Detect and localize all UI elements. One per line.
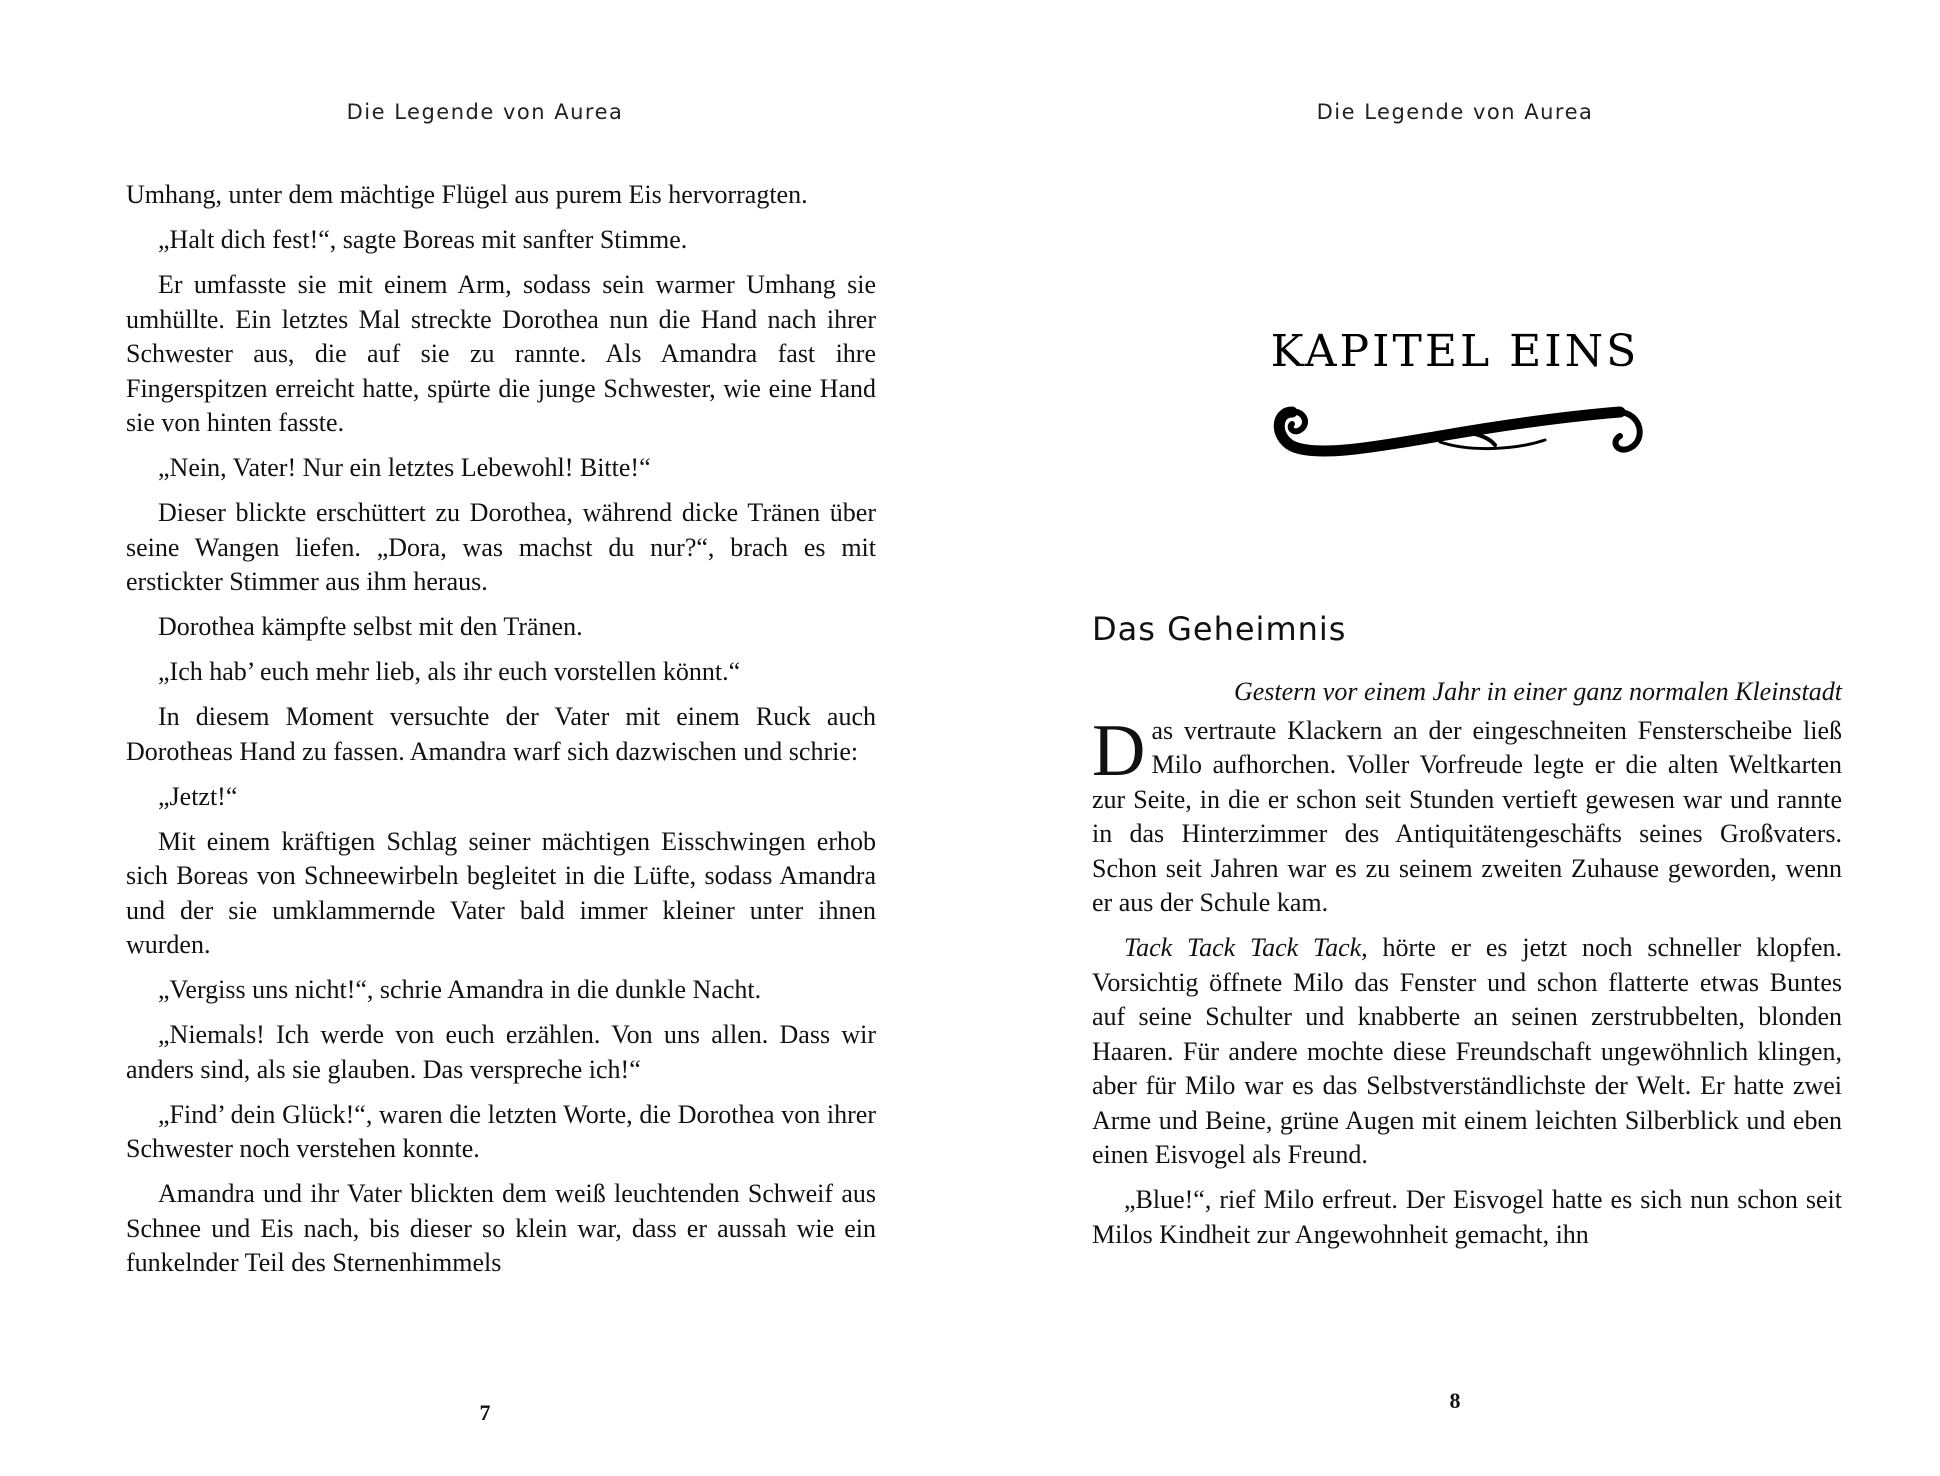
paragraph <box>1092 709 1842 921</box>
section-title: Das Geheimnis <box>1092 610 1347 648</box>
paragraph-text: hörte er es jetzt noch schneller klopfen. Vorsichtig öffnete Milo das Fenster und schon flatterte etwas Buntes auf seine Schulter und knabberte an seinen zerstrubbelten, blonden Haaren. Für andere mochte diese Freundschaft ungewöhnlich klingen, aber für Milo war es das Selbstverständlichste der Welt. Er hatte zwei Arme und Beine, grüne Augen mit einem leichten Silberblick und eben einen Eisvogel als Freund. <box>1092 933 1842 1169</box>
drop-cap: D <box>1092 709 1146 792</box>
paragraph: „Niemals! Ich werde von euch erzählen. Von uns allen. Dass wir anders sind, als sie glauben. Das verspreche ich!“ <box>126 1020 876 1084</box>
running-head: Die Legende von Aurea <box>346 100 624 124</box>
page-number: 7 <box>479 1400 491 1425</box>
paragraph: „Halt dich fest!“, sagte Boreas mit sanfter Stimme. <box>158 225 688 254</box>
paragraph: „Ich hab’ euch mehr lieb, als ihr euch vorstellen könnt.“ <box>158 657 741 686</box>
paragraph: „Blue!“, rief Milo erfreut. Der Eisvogel hatte es sich nun schon seit Milos Kindheit zur Angewohnheit gemacht, ihn <box>1092 1185 1842 1249</box>
left-body-text <box>126 178 876 1291</box>
paragraph: Dieser blickte erschüttert zu Dorothea, während dicke Tränen über seine Wangen liefen. „Dora, was machst du nur?“, brach es mit erstickter Stimmer aus ihm heraus. <box>126 498 876 596</box>
chapter-subtitle: Gestern vor einem Jahr in einer ganz normalen Kleinstadt <box>1233 677 1842 706</box>
page-number: 8 <box>1449 1388 1461 1413</box>
paragraph-text: as vertraute Klackern an der eingeschneiten Fensterscheibe ließ Milo aufhorchen. Voller Vorfreude legte er die alten Weltkarten zur Seite, in die er schon seit Stunden vertieft gewesen war und rannte in das Hinterzimmer des Antiquitätengeschäfts seines Großvaters. Schon seit Jahren war es zu seinem zweiten Zuhause geworden, wenn er aus der Schule kam. <box>1092 715 1842 917</box>
right-page <box>970 0 1940 1476</box>
paragraph: Er umfasste sie mit einem Arm, sodass sein warmer Umhang sie umhüllte. Ein letztes Mal streckte Dorothea nun die Hand nach ihrer Schwester aus, die auf sie zu rannte. Als Amandra fast ihre Fingerspitzen erreicht hatte, spürte die junge Schwester, wie eine Hand sie von hinten fasste. <box>126 270 876 437</box>
right-body-text <box>1092 675 1842 1263</box>
paragraph: „Nein, Vater! Nur ein letztes Lebewohl! Bitte!“ <box>158 453 651 482</box>
paragraph: Dorothea kämpfte selbst mit den Tränen. <box>158 612 583 641</box>
paragraph <box>1092 931 1842 1173</box>
paragraph: „Jetzt!“ <box>158 781 238 811</box>
running-head: Die Legende von Aurea <box>1316 100 1594 124</box>
chapter-title: KAPITEL EINS <box>1270 326 1640 377</box>
paragraph: „Find’ dein Glück!“, waren die letzten Worte, die Dorothea von ihrer Schwester noch verstehen konnte. <box>126 1099 876 1163</box>
paragraph: „Vergiss uns nicht!“, schrie Amandra in die dunkle Nacht. <box>158 975 762 1004</box>
paragraph: In diesem Moment versuchte der Vater mit einem Ruck auch Dorotheas Hand zu fassen. Amandra warf sich dazwischen und schrie: <box>126 702 876 766</box>
italic-onomatopoeia: Tack Tack Tack Tack, <box>1124 933 1368 962</box>
paragraph: Amandra und ihr Vater blickten dem weiß leuchtenden Schweif aus Schnee und Eis nach, bis dieser so klein war, dass er aussah wie ein funkelnder Teil des Sternenhimmels <box>126 1179 876 1277</box>
paragraph: Umhang, unter dem mächtige Flügel aus purem Eis hervorragten. <box>126 180 808 209</box>
swirl-flourish-icon <box>1270 390 1650 462</box>
paragraph: Mit einem kräftigen Schlag seiner mächtigen Eisschwingen erhob sich Boreas von Schneewirbeln begleitet in die Lüfte, sodass Amandra und der sie umklammernde Vater bald immer kleiner unter ihnen wurden. <box>126 826 876 959</box>
